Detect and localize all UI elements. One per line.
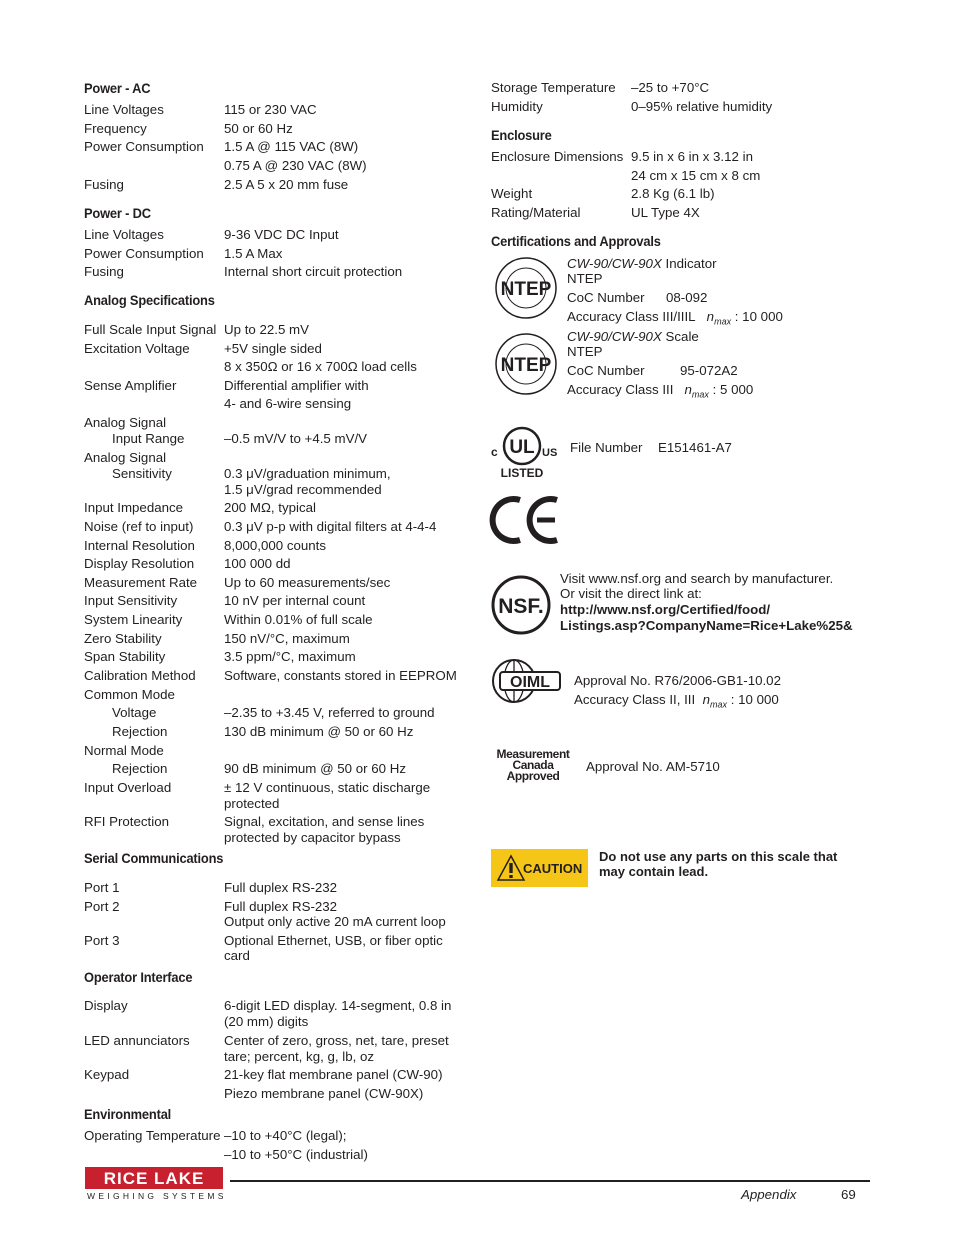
nsf-line2: Or visit the direct link at: xyxy=(560,586,702,601)
spec-row xyxy=(84,1086,474,1102)
spec-label: Input Impedance xyxy=(84,500,184,515)
spec-label: Input Sensitivity xyxy=(84,593,178,608)
spec-label: Rating/Material xyxy=(491,204,581,220)
spec-label: Analog Signal xyxy=(84,450,167,465)
spec-row xyxy=(84,121,474,137)
spec-label: System Linearity xyxy=(84,612,183,627)
oiml-approval: Approval No. R76/2006-GB1-10.02 xyxy=(574,673,781,688)
spec-label: Normal Mode xyxy=(84,743,164,758)
oiml-accuracy: Accuracy Class II, III $n_{max}$ : 10 000 xyxy=(574,692,779,710)
spec-value: 1.5 A Max xyxy=(224,245,283,261)
spec-label: LED annunciators xyxy=(84,1033,190,1048)
spec-row xyxy=(84,227,474,243)
spec-row xyxy=(84,743,474,759)
power-dc-heading: Power - DC xyxy=(84,205,151,221)
svg-text:UL: UL xyxy=(509,437,535,458)
analog-heading: Analog Specifications xyxy=(84,292,215,308)
spec-label: Input Range xyxy=(112,431,185,446)
ntep2-org: NTEP xyxy=(567,344,603,359)
brand-tagline: WEIGHING SYSTEMS xyxy=(87,1191,227,1201)
spec-row xyxy=(84,396,474,412)
svg-text:US: US xyxy=(542,447,558,459)
spec-label: Power Consumption xyxy=(84,245,204,261)
spec-row xyxy=(84,177,474,193)
svg-text:c: c xyxy=(491,445,498,459)
mc-approval: Approval No. AM-5710 xyxy=(586,759,720,774)
spec-row xyxy=(84,933,474,949)
spec-row xyxy=(84,538,474,554)
spec-label: Operating Temperature xyxy=(84,1128,221,1143)
spec-value: (20 mm) digits xyxy=(224,1014,309,1029)
footer-logo xyxy=(85,1167,227,1201)
spec-value: Up to 60 measurements/sec xyxy=(224,575,391,590)
certs-heading: Certifications and Approvals xyxy=(491,233,661,249)
spec-label: Line Voltages xyxy=(84,102,164,117)
spec-value: tare; percent, kg, g, lb, oz xyxy=(224,1049,375,1064)
spec-row xyxy=(84,500,474,516)
spec-value: 90 dB minimum @ 50 or 60 Hz xyxy=(224,761,406,776)
spec-row xyxy=(84,415,474,431)
spec-value: Up to 22.5 mV xyxy=(224,322,309,337)
ntep1-org: NTEP xyxy=(567,271,603,286)
spec-row xyxy=(84,1147,474,1163)
spec-value: 1.5 A @ 115 VAC (8W) xyxy=(224,139,359,155)
spec-row xyxy=(491,186,881,202)
spec-row xyxy=(84,431,474,447)
spec-row xyxy=(84,880,474,896)
spec-value: 4- and 6-wire sensing xyxy=(224,396,352,411)
spec-label: Port 1 xyxy=(84,880,120,895)
spec-row xyxy=(84,780,474,796)
spec-value: Full duplex RS-232 xyxy=(224,899,338,914)
spec-value: 1.5 μV/grad recommended xyxy=(224,482,382,497)
measurement-canada-logo: Measurement Canada Approved xyxy=(496,747,570,783)
spec-value: Output only active 20 mA current loop xyxy=(224,914,446,929)
spec-label: Analog Signal xyxy=(84,415,167,430)
spec-row xyxy=(84,102,474,118)
spec-row xyxy=(84,322,474,338)
spec-label: Rejection xyxy=(112,761,168,776)
caution-text-line2: may contain lead. xyxy=(599,864,709,879)
oiml-logo xyxy=(491,658,563,704)
spec-value: 100 000 dd xyxy=(224,556,291,571)
spec-label: Measurement Rate xyxy=(84,575,198,590)
spec-value: 150 nV/°C, maximum xyxy=(224,631,350,646)
spec-row xyxy=(84,575,474,591)
spec-label: Rejection xyxy=(112,724,168,739)
spec-label: Port 3 xyxy=(84,933,120,948)
footer-section: Appendix xyxy=(741,1187,797,1202)
spec-value: 24 cm x 15 cm x 8 cm xyxy=(631,167,761,183)
spec-row xyxy=(491,168,881,184)
spec-row xyxy=(84,246,474,262)
spec-row xyxy=(491,149,881,165)
spec-label: Span Stability xyxy=(84,649,166,664)
spec-value: Full duplex RS-232 xyxy=(224,880,338,895)
spec-value: –10 to +40°C (legal); xyxy=(224,1128,347,1143)
serial-heading: Serial Communications xyxy=(84,850,224,866)
footer-rule xyxy=(230,1180,870,1182)
ntep-seal-icon xyxy=(495,257,557,319)
ntep1-title: CW-90/CW-90X Indicator xyxy=(567,256,717,271)
spec-value: UL Type 4X xyxy=(631,204,700,220)
caution-text-line1: Do not use any parts on this scale that xyxy=(599,849,838,864)
brand-name: RICE LAKE xyxy=(103,1169,205,1188)
spec-label: Fusing xyxy=(84,264,124,280)
enclosure-heading: Enclosure xyxy=(491,127,552,143)
spec-label: Frequency xyxy=(84,120,147,136)
spec-label: Excitation Voltage xyxy=(84,341,190,356)
spec-row xyxy=(84,158,474,174)
spec-value: 0–95% relative humidity xyxy=(631,99,773,114)
ntep1-coc: 08-092 xyxy=(666,290,708,305)
spec-value: Optional Ethernet, USB, or fiber optic xyxy=(224,933,443,948)
spec-row xyxy=(84,724,474,740)
spec-value: –0.5 mV/V to +4.5 mV/V xyxy=(224,431,368,446)
spec-row xyxy=(84,796,474,812)
ntep2-coc-label: CoC Number xyxy=(567,363,645,378)
ntep-seal-icon xyxy=(495,333,557,395)
spec-value: 130 dB minimum @ 50 or 60 Hz xyxy=(224,724,414,739)
spec-value: Center of zero, gross, net, tare, preset xyxy=(224,1033,449,1048)
spec-row xyxy=(84,631,474,647)
spec-row xyxy=(84,830,474,846)
spec-label: Storage Temperature xyxy=(491,80,616,95)
spec-value: 115 or 230 VAC xyxy=(224,102,317,117)
spec-value: 6-digit LED display. 14-segment, 0.8 in xyxy=(224,998,452,1013)
spec-value: 10 nV per internal count xyxy=(224,593,366,608)
spec-label: Port 2 xyxy=(84,899,120,914)
spec-value: 2.5 A 5 x 20 mm fuse xyxy=(224,176,349,192)
spec-row xyxy=(84,612,474,628)
spec-row xyxy=(491,205,881,221)
nsf-link-line1[interactable]: http://www.nsf.org/Certified/food/ xyxy=(560,602,771,617)
ul-file-label: File Number xyxy=(570,440,643,455)
spec-value: 200 MΩ, typical xyxy=(224,500,316,515)
spec-value: Within 0.01% of full scale xyxy=(224,612,373,627)
spec-value: Internal short circuit protection xyxy=(224,264,403,280)
spec-value: ± 12 V continuous, static discharge xyxy=(224,780,431,795)
spec-label: Enclosure Dimensions xyxy=(491,149,624,164)
spec-row xyxy=(84,649,474,665)
ntep2-coc: 95-072A2 xyxy=(680,363,738,378)
svg-text:LISTED: LISTED xyxy=(500,466,544,480)
spec-label: Full Scale Input Signal xyxy=(84,322,217,337)
operator-heading: Operator Interface xyxy=(84,969,193,985)
ntep2-title: CW-90/CW-90X Scale xyxy=(567,329,699,344)
spec-value: 0.3 μV/graduation minimum, xyxy=(224,466,391,481)
spec-label: Weight xyxy=(491,186,533,201)
spec-label: Input Overload xyxy=(84,780,172,795)
spec-row xyxy=(84,264,474,280)
spec-row xyxy=(84,814,474,830)
nsf-logo xyxy=(491,575,551,635)
spec-label: Zero Stability xyxy=(84,631,162,646)
spec-row xyxy=(84,1128,474,1144)
spec-value: card xyxy=(224,948,250,963)
spec-row xyxy=(84,914,474,930)
spec-value: 8,000,000 counts xyxy=(224,538,327,553)
spec-label: Line Voltages xyxy=(84,227,164,242)
spec-row xyxy=(84,139,474,155)
spec-row xyxy=(491,99,881,115)
spec-row xyxy=(84,899,474,915)
spec-label: Fusing xyxy=(84,176,124,192)
spec-value: Software, constants stored in EEPROM xyxy=(224,668,457,683)
spec-row xyxy=(84,1067,474,1083)
spec-value: 21-key flat membrane panel (CW-90) xyxy=(224,1067,443,1082)
warning-triangle-icon xyxy=(497,854,525,882)
svg-text:NSF.: NSF. xyxy=(498,595,544,618)
spec-value: 9.5 in x 6 in x 3.12 in xyxy=(631,149,753,164)
spec-label: Noise (ref to input) xyxy=(84,519,194,534)
spec-value: +5V single sided xyxy=(224,341,322,356)
ce-mark-logo xyxy=(489,496,561,544)
caution-badge: CAUTION xyxy=(491,849,588,887)
spec-value: Differential amplifier with xyxy=(224,378,369,393)
spec-row xyxy=(84,1033,474,1049)
spec-value: –10 to +50°C (industrial) xyxy=(224,1146,368,1162)
spec-label: Voltage xyxy=(112,705,157,720)
spec-value: 3.5 ppm/°C, maximum xyxy=(224,649,356,664)
spec-value: –2.35 to +3.45 V, referred to ground xyxy=(224,705,435,720)
spec-row xyxy=(84,466,474,482)
spec-row xyxy=(84,948,474,964)
spec-value: protected by capacitor bypass xyxy=(224,830,401,845)
ul-listed-logo xyxy=(490,426,558,482)
spec-value: 50 or 60 Hz xyxy=(224,120,293,136)
spec-row xyxy=(84,482,474,498)
ntep1-coc-label: CoC Number xyxy=(567,290,645,305)
spec-row xyxy=(84,998,474,1014)
spec-row xyxy=(84,761,474,777)
svg-text:NTEP: NTEP xyxy=(500,355,552,376)
spec-value: 8 x 350Ω or 16 x 700Ω load cells xyxy=(224,359,417,374)
spec-label: Humidity xyxy=(491,99,543,114)
spec-row xyxy=(84,341,474,357)
spec-value: 2.8 Kg (6.1 lb) xyxy=(631,186,715,201)
power-ac-heading: Power - AC xyxy=(84,80,151,96)
environmental-heading: Environmental xyxy=(84,1106,172,1122)
spec-row xyxy=(84,378,474,394)
spec-value: 0.3 μV p-p with digital filters at 4-4-4 xyxy=(224,519,437,534)
ntep1-accuracy: Accuracy Class III/IIIL $n_{max}$ : 10 000 xyxy=(567,309,783,327)
spec-row xyxy=(84,450,474,466)
spec-row xyxy=(84,556,474,572)
spec-row xyxy=(84,705,474,721)
spec-value: protected xyxy=(224,796,280,811)
ul-file-number: E151461-A7 xyxy=(658,440,732,455)
spec-label: Common Mode xyxy=(84,687,175,702)
spec-row xyxy=(84,1049,474,1065)
spec-value: Piezo membrane panel (CW-90X) xyxy=(224,1086,424,1101)
spec-value: 9-36 VDC DC Input xyxy=(224,227,339,242)
spec-label: Internal Resolution xyxy=(84,538,195,553)
spec-label: Keypad xyxy=(84,1067,130,1082)
spec-row xyxy=(84,1014,474,1030)
spec-row xyxy=(491,80,881,96)
spec-label: Power Consumption xyxy=(84,139,204,155)
spec-row xyxy=(84,687,474,703)
spec-value: –25 to +70°C xyxy=(631,80,710,95)
spec-label: Calibration Method xyxy=(84,668,196,683)
spec-label: Display Resolution xyxy=(84,556,195,571)
spec-row xyxy=(84,519,474,535)
nsf-line1: Visit www.nsf.org and search by manufacturer. xyxy=(560,571,834,586)
nsf-link-line2[interactable]: Listings.asp?CompanyName=Rice+Lake%25& xyxy=(560,618,853,633)
svg-text:OIML: OIML xyxy=(510,674,550,691)
spec-value: Signal, excitation, and sense lines xyxy=(224,814,425,829)
ntep2-accuracy: Accuracy Class III $n_{max}$ : 5 000 xyxy=(567,382,754,400)
spec-label: Sense Amplifier xyxy=(84,378,177,393)
spec-row xyxy=(84,593,474,609)
svg-text:NTEP: NTEP xyxy=(500,279,552,300)
spec-row xyxy=(84,668,474,684)
spec-label: Display xyxy=(84,998,128,1013)
spec-label: RFI Protection xyxy=(84,814,169,829)
spec-label: Sensitivity xyxy=(112,466,172,481)
footer-page-number: 69 xyxy=(841,1187,856,1202)
spec-value: 0.75 A @ 230 VAC (8W) xyxy=(224,158,367,174)
spec-row xyxy=(84,359,474,375)
